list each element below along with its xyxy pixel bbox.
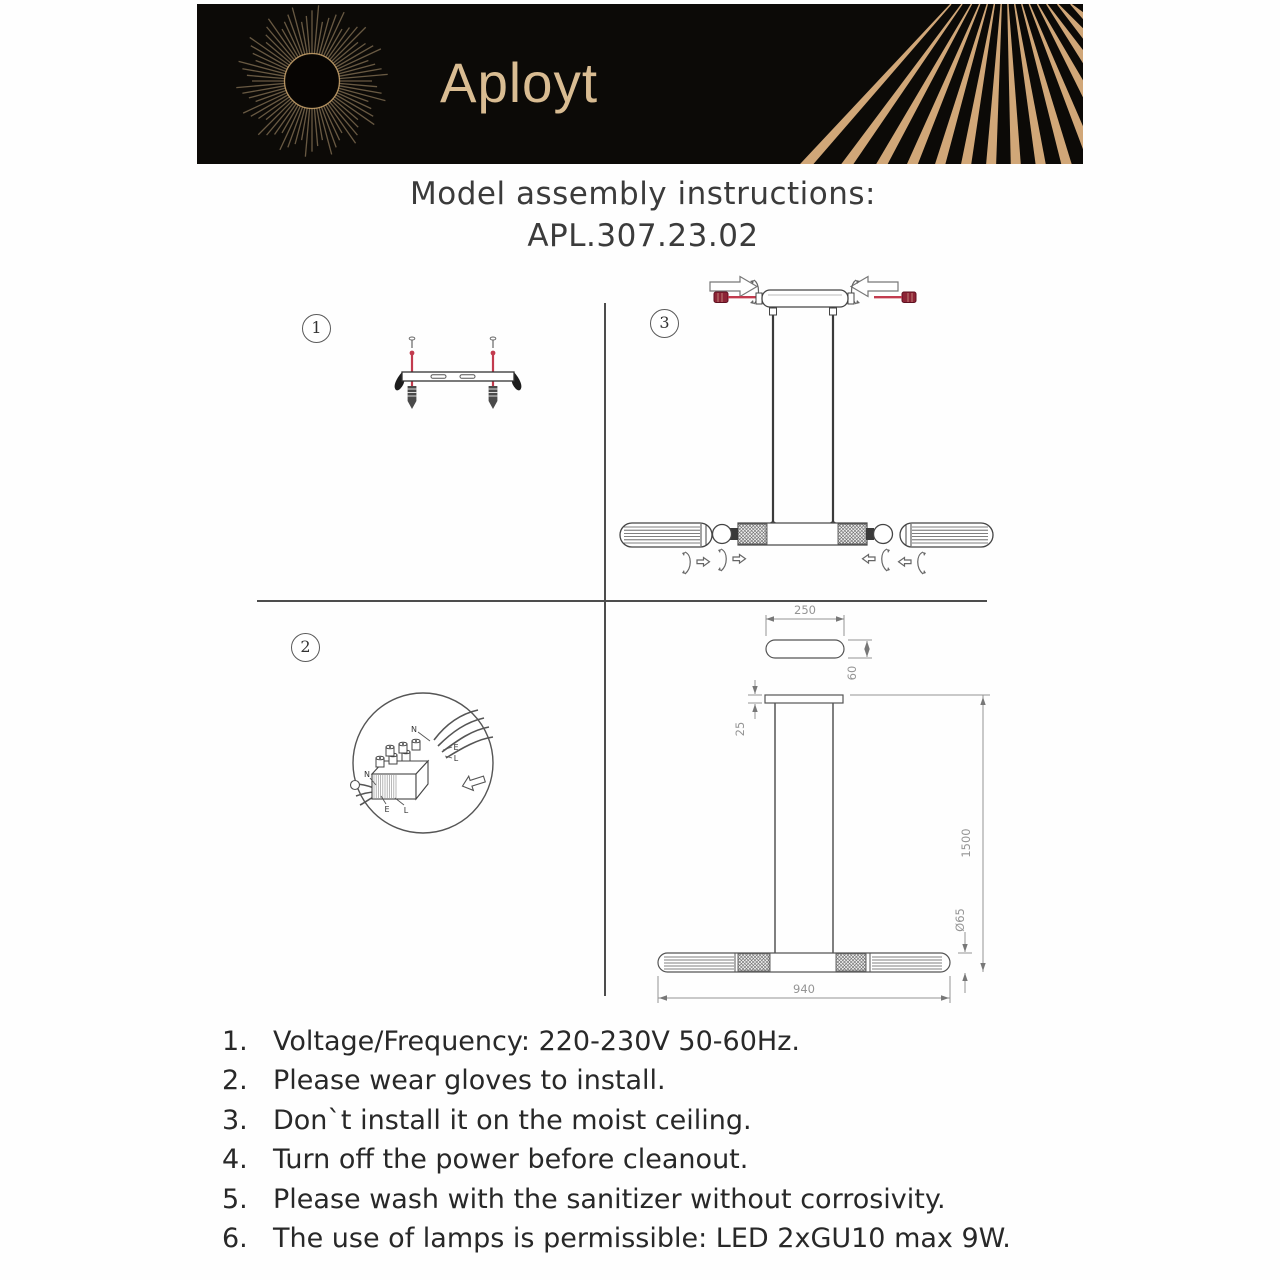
side-screw-left (714, 292, 756, 303)
instruction-text: Please wash with the sanitizer without corrosivity. (273, 1183, 946, 1215)
dimension-label-940: 940 (793, 982, 815, 996)
wall-anchor-left (408, 386, 417, 409)
wire-label-e-bottom: E (384, 805, 390, 814)
gu10-bulb-right (874, 525, 893, 544)
step-2-badge: 2 (291, 633, 320, 662)
dimension-label-diameter-65: Ø65 (953, 908, 967, 932)
vertical-divider (604, 303, 606, 996)
title-block (283, 176, 1003, 254)
rotate-arrow-bulb-left-icon (718, 549, 746, 571)
brand-banner (197, 4, 1083, 164)
brand-name: Aployt (440, 51, 598, 114)
canopy-top-view (766, 640, 844, 658)
instruction-text: Please wear gloves to install. (273, 1065, 666, 1097)
diffuser-tube-left (620, 523, 712, 547)
rod-connector-top-right (830, 308, 837, 315)
rotate-arrow-tube-left-icon (682, 552, 710, 574)
step-3-badge: 3 (650, 309, 679, 338)
wire-label-e-top: E (453, 743, 459, 752)
lamp-knurl-left (738, 524, 767, 544)
instruction-text: Turn off the power before cleanout. (273, 1144, 749, 1176)
gu10-bulb-left (713, 525, 732, 544)
instruction-number: 3. (222, 1104, 248, 1136)
instruction-text: Voltage/Frequency: 220-230V 50-60Hz. (273, 1026, 800, 1057)
brand-logo-center (286, 55, 338, 107)
instruction-number: 5. (222, 1183, 248, 1215)
rotate-arrow-tube-right-icon (899, 552, 927, 574)
dimension-label-25: 25 (733, 721, 747, 737)
side-screw-right (874, 292, 916, 303)
rotate-arrow-bulb-right-icon (863, 549, 891, 571)
wall-anchor-right (489, 386, 498, 409)
rod-connector-top-left (770, 308, 777, 315)
lamp-knurl-right-dim (836, 954, 866, 972)
instruction-item (222, 1065, 1062, 1097)
step3-assembly-diagram (615, 268, 1015, 598)
lamp-knurl-left-dim (738, 954, 770, 972)
model-number: APL.307.23.02 (527, 218, 759, 254)
ceiling-canopy (762, 290, 848, 307)
wire-label-n-top: N (411, 725, 417, 734)
wire-label-l-bottom: L (403, 806, 409, 815)
wire-label-l-top: L (453, 754, 459, 763)
wire-label-n-bottom: N (364, 770, 370, 779)
instruction-text: Don`t install it on the moist ceiling. (273, 1104, 752, 1136)
canopy-end-nut-left (756, 293, 762, 304)
diffuser-tube-right (900, 523, 993, 547)
canopy-side-view (765, 695, 843, 703)
dimension-label-1500: 1500 (959, 828, 973, 858)
instruction-number: 2. (222, 1065, 248, 1097)
dimension-label-60: 60 (845, 665, 859, 681)
instruction-item (222, 1026, 1062, 1058)
instruction-number: 6. (222, 1222, 248, 1254)
instruction-item (222, 1184, 1062, 1216)
instruction-item (222, 1144, 1062, 1176)
step-1-badge: 1 (302, 314, 331, 343)
dimension-label-250: 250 (794, 603, 816, 617)
instruction-text: The use of lamps is permissible: LED 2xGU10 max 9W. (273, 1222, 1011, 1254)
page-title: Model assembly instructions: (410, 176, 876, 212)
instruction-item (222, 1105, 1062, 1137)
lamp-knurl-right (838, 524, 867, 544)
step2-wiring-diagram (350, 688, 500, 840)
mounting-bracket-bar (402, 372, 514, 381)
dimension-drawing (640, 600, 1000, 1015)
instruction-number: 1. (222, 1026, 248, 1057)
canopy-end-nut-right (848, 293, 854, 304)
dimension-lines (658, 615, 990, 1003)
instruction-number: 4. (222, 1144, 248, 1176)
instruction-list (222, 1026, 1062, 1262)
step1-bracket-diagram (393, 334, 523, 414)
instruction-item (222, 1223, 1062, 1255)
bracket-slot-left (431, 375, 446, 379)
dimension-arrowheads (659, 616, 986, 1000)
bracket-slot-right (460, 375, 475, 379)
push-arrow-right-icon (851, 277, 898, 297)
bulb-base-right (866, 528, 874, 540)
